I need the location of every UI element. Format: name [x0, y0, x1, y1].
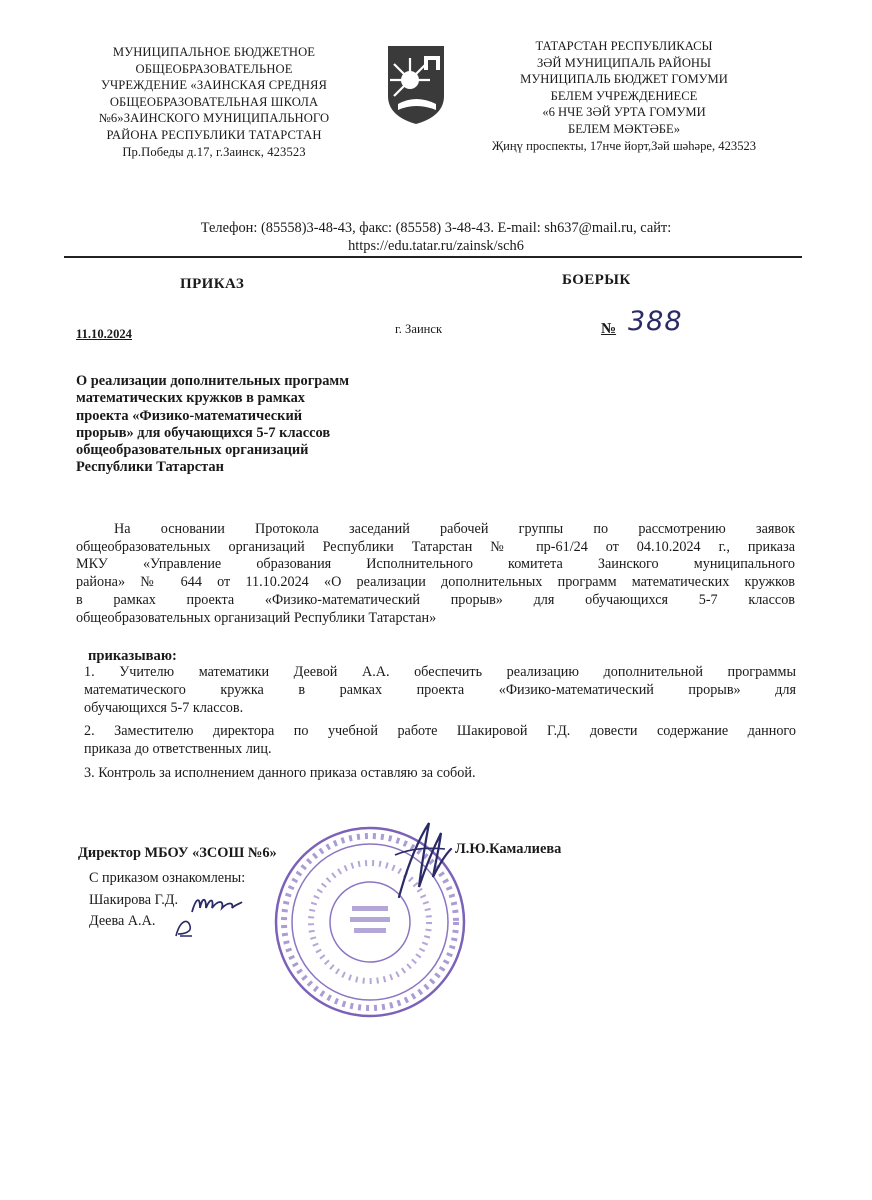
order-number-sign: №	[601, 321, 617, 337]
header-left-line: №6»ЗАИНСКОГО МУНИЦИПАЛЬНОГО	[98, 111, 330, 126]
header-right-line: БЕЛЕМ МӘКТӘБЕ»	[567, 121, 681, 136]
header-left-line: МУНИЦИПАЛЬНОЕ БЮДЖЕТНОЕ	[112, 45, 316, 59]
acquaintance-label: С приказом ознакомлены:	[89, 870, 246, 886]
header-right-tatar	[458, 38, 790, 154]
order-items	[84, 664, 796, 783]
order-city: г. Заинск	[395, 322, 443, 336]
deeva-signature-icon	[170, 916, 198, 940]
preamble-line: На основании Протокола заседаний рабочей группы по рассмотрению заявок	[114, 521, 795, 537]
preamble-line: в рамках проекта «Физико-математический прорыв» для обучающихся 5-7 классов	[76, 591, 795, 608]
header-left-line: ОБЩЕОБРАЗОВАТЕЛЬНАЯ ШКОЛА	[109, 94, 319, 109]
title-order-tatar: БОЕРЫК	[562, 272, 631, 288]
title-order-russian: ПРИКАЗ	[180, 276, 245, 292]
header-right-line: МУНИЦИПАЛЬ БЮДЖЕТ ГОМУМИ	[520, 72, 728, 87]
order-number-handwritten: 388	[628, 306, 683, 337]
subject-line: Республики Татарстан	[76, 459, 224, 476]
order-item-line: 3. Контроль за исполнением данного приказа оставляю за собой.	[84, 764, 476, 781]
preamble-line: МКУ «Управление образования Исполнительного комитета Заинского муниципального	[76, 556, 795, 573]
director-signature-icon	[385, 815, 465, 910]
header-right-line: ТАТАРСТАН РЕСПУБЛИКАСЫ	[535, 39, 713, 53]
header-divider	[64, 256, 802, 258]
acquainted-person-shakirova: Шакирова Г.Д.	[89, 891, 179, 908]
subject-line: проекта «Физико-математический	[76, 407, 303, 424]
preamble-line: общеобразовательных организаций Республики Татарстан»	[76, 609, 437, 626]
order-subject	[76, 373, 416, 477]
header-right-address: Җиңү проспекты, 17нче йорт,Зәй шәһәре, 423523	[491, 138, 757, 153]
order-item-line: 2. Заместителю директора по учебной работе Шакировой Г.Д. довести содержание данного	[84, 723, 796, 740]
contacts-phone-email: Телефон: (85558)3-48-43, факс: (85558) 3-48-43. E-mail: sh637@mail.ru, сайт:	[200, 220, 672, 236]
order-item-line: 1. Учителю математики Деевой А.А. обеспечить реализацию дополнительной программы	[84, 664, 796, 680]
header-left-line: ОБЩЕОБРАЗОВАТЕЛЬНОЕ	[135, 61, 293, 76]
subject-line: О реализации дополнительных программ	[76, 373, 350, 389]
header-right-line: «6 НЧЕ ЗӘЙ УРТА ГОМУМИ	[542, 105, 706, 120]
order-item-2	[84, 723, 796, 759]
subject-line: математических кружков в рамках	[76, 390, 305, 407]
order-item-line: приказа до ответственных лиц.	[84, 741, 272, 758]
header-left-russian	[70, 44, 358, 160]
director-label: Директор МБОУ «ЗСОШ №6»	[78, 845, 277, 861]
header-right-line: БЕЛЕМ УЧРЕЖДЕНИЕСЕ	[550, 88, 698, 103]
header-left-line: УЧРЕЖДЕНИЕ «ЗАИНСКАЯ СРЕДНЯЯ	[100, 78, 328, 93]
contacts-website: https://edu.tatar.ru/zainsk/sch6	[348, 237, 524, 254]
preamble-paragraph	[76, 521, 795, 627]
order-item-1	[84, 664, 796, 717]
shakirova-signature-icon	[188, 890, 246, 918]
order-item-line: обучающихся 5-7 классов.	[84, 699, 244, 716]
order-date: 11.10.2024	[76, 327, 132, 341]
header-left-line: РАЙОНА РЕСПУБЛИКИ ТАТАРСТАН	[106, 127, 322, 142]
order-keyword: приказываю:	[88, 648, 177, 664]
municipal-coat-of-arms-icon	[384, 44, 448, 126]
director-name: Л.Ю.Камалиева	[455, 841, 562, 857]
acquainted-person-deeva: Деева А.А.	[89, 913, 156, 929]
subject-line: прорыв» для обучающихся 5-7 классов	[76, 424, 331, 441]
order-item-3	[84, 765, 796, 783]
header-right-line: ЗӘЙ МУНИЦИПАЛЬ РАЙОНЫ	[536, 55, 711, 70]
contacts-block	[60, 220, 812, 255]
order-item-line: математического кружка в рамках проекта «Физико-математический прорыв» для	[84, 681, 796, 698]
preamble-line: района» № 644 от 11.10.2024 «О реализации дополнительных программ математических кружков	[76, 574, 795, 591]
header-left-address: Пр.Победы д.17, г.Заинск, 423523	[122, 144, 306, 159]
preamble-line: общеобразовательных организаций Республики Татарстан № пр-61/24 от 04.10.2024 г., приказа	[76, 538, 795, 555]
subject-line: общеобразовательных организаций	[76, 442, 309, 459]
